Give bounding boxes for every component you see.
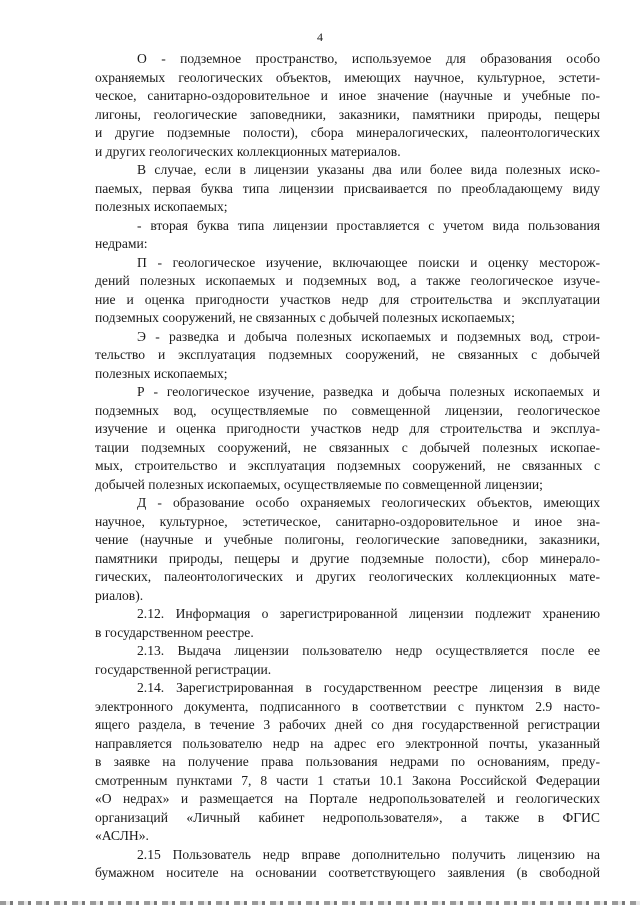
text-line: Д - образование особо охраняемых геологических объектов, имеющих xyxy=(137,495,600,510)
text-line: «АСЛН». xyxy=(95,828,149,843)
text-line: электронного документа, подписанного в соответствии с пунктом 2.9 насто- xyxy=(95,698,600,714)
text-line: «О недрах» и размещается на Портале недропользователей и геологических xyxy=(95,791,600,806)
page-number: 4 xyxy=(317,30,323,44)
text-line: государственной регистрации. xyxy=(95,661,272,677)
text-line: изучение и оценка пригодности участков недр для строительства и эксплуа- xyxy=(95,421,600,436)
text-line: смотренным пунктами 7, 8 части 1 статьи 10.1 Закона Российской Федерации xyxy=(95,772,600,788)
text-line: тации подземных сооружений, не связанных с добычей полезных ископае- xyxy=(95,439,600,455)
text-line: памятники природы, пещеры и другие подземные полости), сбор минерало- xyxy=(95,550,600,566)
text-line: 2.13. Выдача лицензии пользователю недр осуществляется после ее xyxy=(137,643,600,658)
text-line: в заявке на получение права пользования недрами по основаниям, преду- xyxy=(95,754,600,769)
text-line: П - геологическое изучение, включающее поиски и оценку месторож- xyxy=(137,254,600,270)
text-line: - вторая буква типа лицензии проставляется с учетом вида пользования xyxy=(137,217,600,233)
document-body xyxy=(95,50,600,883)
text-line: О - подземное пространство, используемое для образования особо xyxy=(137,51,600,66)
scan-edge xyxy=(0,901,640,905)
text-line: мых, строительство и эксплуатация подземных сооружений, не связанных с xyxy=(95,458,600,473)
text-line: и других геологических коллекционных материалов. xyxy=(95,143,401,159)
text-line: тельство и эксплуатация подземных сооружений, не связанных с добычей xyxy=(95,347,600,362)
text-line: охраняемых геологических объектов, имеющих научное, культурное, эстети- xyxy=(95,69,600,85)
text-line: В случае, если в лицензии указаны два или более вида полезных иско- xyxy=(137,162,600,177)
text-line: ящего раздела, в течение 3 рабочих дней со дня государственной регистрации xyxy=(95,717,600,732)
text-line: научное, культурное, эстетическое, санитарно-оздоровительное и иное зна- xyxy=(95,513,600,529)
text-line: полезных ископаемых; xyxy=(95,365,228,381)
text-line: бумажном носителе на основании соответствующего заявления (в свободной xyxy=(95,865,600,880)
text-line: полезных ископаемых; xyxy=(95,199,228,214)
text-line: подземных сооружений, не связанных с добычей полезных ископаемых; xyxy=(95,310,515,325)
text-line: паемых, первая буква типа лицензии присваивается по преобладающему виду xyxy=(95,180,600,196)
text-line: ние и оценка пригодности участков недр для строительства и эксплуатации xyxy=(95,291,600,307)
text-line: риалов). xyxy=(95,587,144,603)
text-line: чение (научные и учебные полигоны, геологические заповедники, заказники, xyxy=(95,532,600,547)
text-line: Э - разведка и добыча полезных ископаемых и подземных вод, строи- xyxy=(137,328,600,344)
text-line: недрами: xyxy=(95,236,148,251)
text-line: направляется пользователю недр на адрес его электронной почты, указанный xyxy=(95,735,600,751)
text-line: в государственном реестре. xyxy=(95,624,254,640)
text-line: ческое, санитарно-оздоровительное и иное значение (научные и учебные по- xyxy=(95,88,600,103)
text-line: 2.15 Пользователь недр вправе дополнительно получить лицензию на xyxy=(137,846,600,862)
text-line: добычей полезных ископаемых, осуществляемые по совмещенной лицензии; xyxy=(95,476,543,492)
text-line: организаций «Личный кабинет недропользователя», а также в ФГИС xyxy=(95,809,600,825)
text-line: 2.12. Информация о зарегистрированной лицензии подлежит хранению xyxy=(137,606,600,621)
text-line: лигоны, геологические заповедники, заказники, памятники природы, пещеры xyxy=(95,106,600,122)
text-line: дений полезных ископаемых и подземных вод, а также геологическое изуче- xyxy=(95,273,600,288)
text-line: подземных вод, осуществляемые по совмещенной лицензии, геологическое xyxy=(95,402,600,418)
text-line: 2.14. Зарегистрированная в государственном реестре лицензия в виде xyxy=(137,680,600,695)
text-line: и другие подземные полости), сбора минералогических, палеонтологических xyxy=(95,125,600,140)
text-line: Р - геологическое изучение, разведка и добыча полезных ископаемых и xyxy=(137,384,600,399)
text-line: гических, палеонтологических и других геологических коллекционных мате- xyxy=(95,569,600,584)
